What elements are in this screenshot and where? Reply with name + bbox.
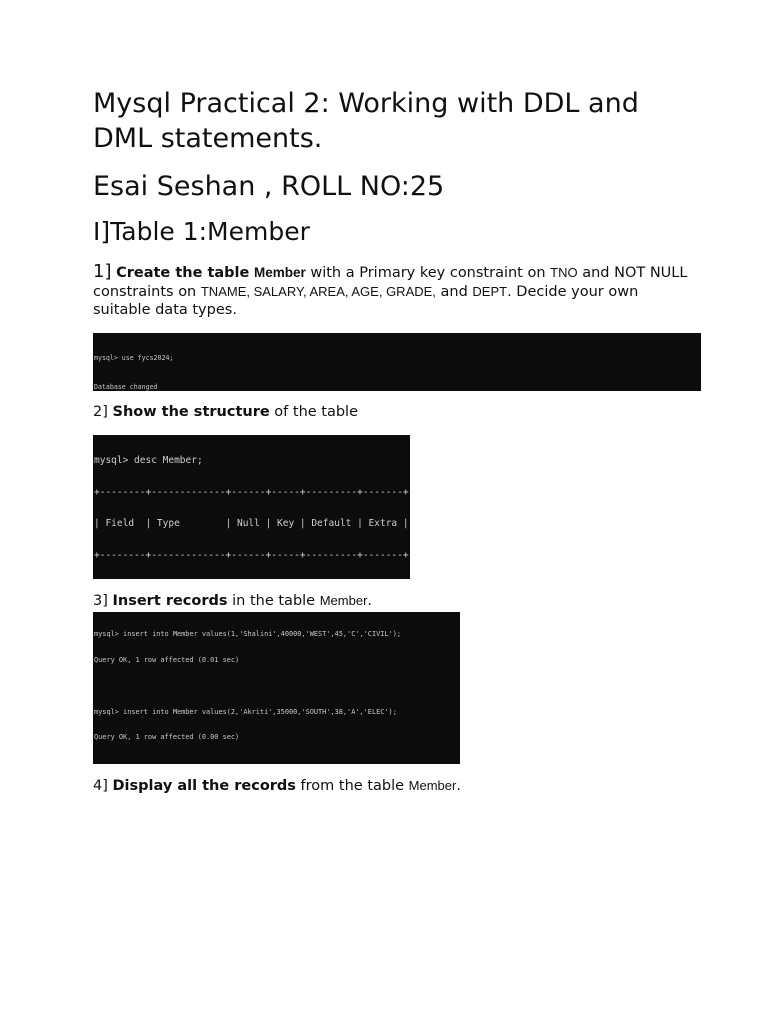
step-text: in the table bbox=[227, 593, 320, 609]
step-text: from the table bbox=[295, 778, 409, 794]
step-text: . bbox=[367, 593, 373, 609]
step-2-text bbox=[93, 403, 693, 422]
column-names: TNAME, SALARY, AREA, AGE, GRADE, bbox=[200, 283, 436, 299]
step-text: . Decide your own suitable data types. bbox=[93, 283, 639, 318]
terminal-line: +--------+-------------+------+-----+---------+-------+ bbox=[94, 486, 409, 498]
step-number: 3] bbox=[93, 593, 108, 609]
column-name: DEPT bbox=[472, 283, 508, 299]
step-number: 1] bbox=[93, 261, 112, 282]
step-1-text bbox=[93, 263, 693, 320]
step-action: Insert records bbox=[112, 593, 228, 609]
terminal-screenshot-insert-records bbox=[93, 612, 460, 764]
step-text: and NOT NULL constraints on bbox=[93, 265, 688, 300]
terminal-line: mysql> desc Member; bbox=[94, 455, 203, 466]
terminal-line: Query OK, 1 row affected (0.01 sec) bbox=[94, 655, 240, 664]
step-4-text bbox=[93, 777, 693, 796]
step-text: with a Primary key constraint on bbox=[305, 265, 551, 281]
terminal-line: Database changed bbox=[94, 382, 158, 391]
terminal-line: | Field | Type | Null | Key | Default | Extra | bbox=[94, 518, 409, 529]
step-action: Show the structure bbox=[112, 404, 270, 420]
section-heading: I]Table 1:Member bbox=[93, 217, 310, 246]
terminal-line: Query OK, 1 row affected (0.00 sec) bbox=[94, 733, 240, 742]
terminal-line: mysql> use fycs2024; bbox=[94, 354, 174, 363]
step-text: and bbox=[435, 283, 473, 300]
column-name: TNO bbox=[550, 265, 578, 280]
terminal-blank-line bbox=[94, 759, 460, 764]
table-name: Member bbox=[408, 778, 457, 793]
page-title: Mysql Practical 2: Working with DDL and DML statements. bbox=[93, 88, 639, 154]
terminal-screenshot-desc-table bbox=[93, 435, 410, 579]
step-action: Create the table bbox=[116, 265, 250, 281]
step-text: of the table bbox=[269, 404, 359, 420]
step-3-text bbox=[93, 592, 693, 611]
author-line: Esai Seshan , ROLL NO:25 bbox=[93, 171, 445, 202]
terminal-blank-line bbox=[94, 682, 460, 691]
step-text: . bbox=[456, 778, 461, 794]
terminal-line: mysql> insert into Member values(2,'Akriti',35000,'SOUTH',38,'A','ELEC'); bbox=[94, 707, 397, 716]
terminal-line: mysql> insert into Member values(1,'Shalini',40000,'WEST',45,'C','CIVIL'); bbox=[94, 630, 401, 639]
table-name: Member bbox=[319, 593, 368, 608]
table-name: Member bbox=[253, 265, 306, 280]
terminal-screenshot-create-table bbox=[93, 333, 701, 391]
step-number: 4] bbox=[93, 778, 108, 794]
step-number: 2] bbox=[93, 404, 108, 420]
terminal-line: +--------+-------------+------+-----+---------+-------+ bbox=[94, 549, 409, 561]
step-action: Display all the records bbox=[112, 778, 296, 794]
